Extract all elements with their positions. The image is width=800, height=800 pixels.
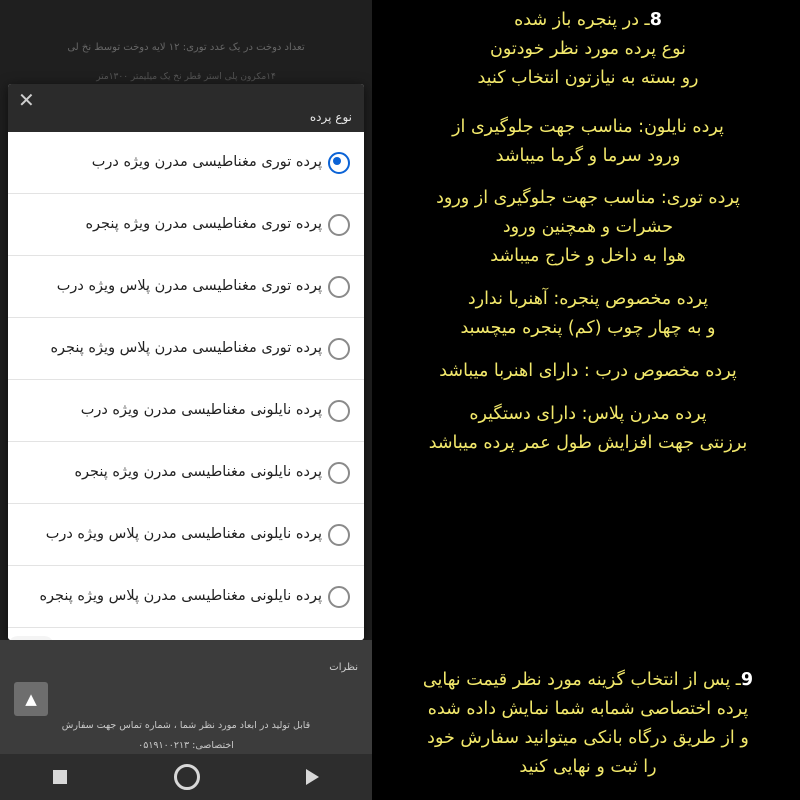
list-item-label: پرده توری مغناطیسی مدرن ویژه درب	[91, 153, 322, 170]
caption-line	[390, 666, 786, 695]
list-item-label: پرده نایلونی مغناطیسی مدرن ویژه پنجره	[74, 463, 322, 480]
background-text-line-2: ۱۴مکرون پلی استر قطر نخ یک میلیمتر ۱۳۰۰متر	[96, 72, 276, 82]
list-item[interactable]	[8, 256, 364, 318]
list-item-label: پرده نایلونی مغناطیسی مدرن پلاس ویژه پنجره	[39, 587, 322, 604]
radio-icon[interactable]	[328, 152, 350, 174]
caption-heading-line-0	[390, 6, 786, 35]
footer-text-line-2: اختصاصی: ۰۵۱۹۱۰۰۲۱۳	[138, 740, 234, 751]
triangle-back-icon[interactable]	[306, 769, 319, 785]
caption-block-plus	[390, 400, 786, 458]
caption-panel-step-9	[376, 648, 800, 800]
caption-block-mesh	[390, 184, 786, 271]
caption-line: پرده مخصوص درب : دارای اهنربا میباشد	[439, 360, 737, 381]
radio-icon[interactable]	[328, 338, 350, 360]
curtain-type-dialog	[8, 84, 364, 640]
caption-line: و از طریق درگاه بانکی میتوانید سفارش خود	[427, 728, 749, 748]
list-item-label: پرده نایلونی مغناطیسی مدرن ویژه درب	[80, 401, 322, 418]
caption-line: را ثبت و نهایی کنید	[519, 756, 657, 777]
caption-line: پرده مدرن پلاس: دارای دستگیره	[469, 403, 707, 424]
step-number: 9	[740, 670, 754, 691]
chevron-up-icon[interactable]: ▲	[14, 682, 48, 716]
list-item-label: پرده نایلونی مغناطیسی مدرن پلاس ویژه درب	[45, 525, 322, 542]
circle-home-icon[interactable]	[174, 764, 200, 790]
square-recents-icon[interactable]	[53, 770, 67, 784]
options-list[interactable]	[8, 132, 364, 640]
list-item[interactable]	[8, 380, 364, 442]
list-item[interactable]	[8, 566, 364, 628]
list-item[interactable]	[8, 318, 364, 380]
background-text-line-1: تعداد دوخت در یک عدد توری: ۱۲ لایه دوخت توسط نخ لی	[67, 42, 305, 53]
caption-line: پرده توری: مناسب جهت جلوگیری از ورود	[436, 188, 740, 209]
caption-line: هوا به داخل و خارج میباشد	[490, 246, 686, 267]
radio-icon[interactable]	[328, 400, 350, 422]
caption-line: ورود سرما و گرما میباشد	[495, 145, 681, 166]
caption-block-door	[390, 357, 786, 386]
footer-text-line-1: قابل تولید در ابعاد مورد نظر شما ، شماره تماس جهت سفارش	[61, 720, 311, 731]
radio-icon[interactable]	[328, 276, 350, 298]
caption-line: پرده مخصوص پنجره: آهنربا ندارد	[467, 289, 709, 309]
caption-line: حشرات و همچنین ورود	[502, 217, 674, 238]
step-number: 8	[649, 10, 662, 30]
radio-icon[interactable]	[328, 524, 350, 546]
page-footer-area	[0, 640, 372, 800]
dialog-header	[8, 84, 364, 132]
radio-icon[interactable]	[328, 462, 350, 484]
radio-icon[interactable]	[328, 586, 350, 608]
spacer	[390, 103, 786, 113]
step-number-suffix: ـ پس از انتخاب گزینه مورد نظر قیمت نهایی	[422, 670, 741, 691]
caption-line: پرده نایلون: مناسب جهت جلوگیری از	[452, 116, 724, 137]
caption-block-nylon	[390, 113, 786, 171]
caption-line: و به چهار چوب (کم) پنجره میچسبد	[460, 317, 716, 338]
caption-block-window	[390, 285, 786, 343]
caption-heading-line-1: نوع پرده مورد نظر خودتون	[489, 38, 687, 59]
caption-heading-line-2: رو بسته به نیازتون انتخاب کنید	[477, 67, 699, 88]
phone-screenshot	[0, 0, 372, 800]
list-item-label: پرده توری مغناطیسی مدرن پلاس ویژه درب	[56, 277, 322, 294]
caption-heading	[390, 6, 786, 93]
list-item[interactable]	[8, 442, 364, 504]
close-icon[interactable]: ✕	[18, 88, 35, 112]
android-navbar	[0, 754, 372, 800]
comments-label: نظرات	[329, 662, 358, 673]
dialog-title: نوع پرده	[309, 110, 352, 124]
caption-line: پرده اختصاصی شمابه شما نمایش داده شده	[427, 699, 749, 720]
caption-panel-step-8	[376, 0, 800, 640]
caption-line: برزنتی جهت افزایش طول عمر پرده میباشد	[428, 432, 748, 453]
list-item-label: پرده توری مغناطیسی مدرن ویژه پنجره	[85, 215, 322, 232]
list-item[interactable]	[8, 194, 364, 256]
list-item-label: پرده توری مغناطیسی مدرن پلاس ویژه پنجره	[50, 339, 322, 356]
radio-icon[interactable]	[328, 214, 350, 236]
list-item[interactable]	[8, 504, 364, 566]
list-item[interactable]	[8, 132, 364, 194]
step-number-suffix: ـ در پنجره باز شده	[514, 10, 650, 30]
